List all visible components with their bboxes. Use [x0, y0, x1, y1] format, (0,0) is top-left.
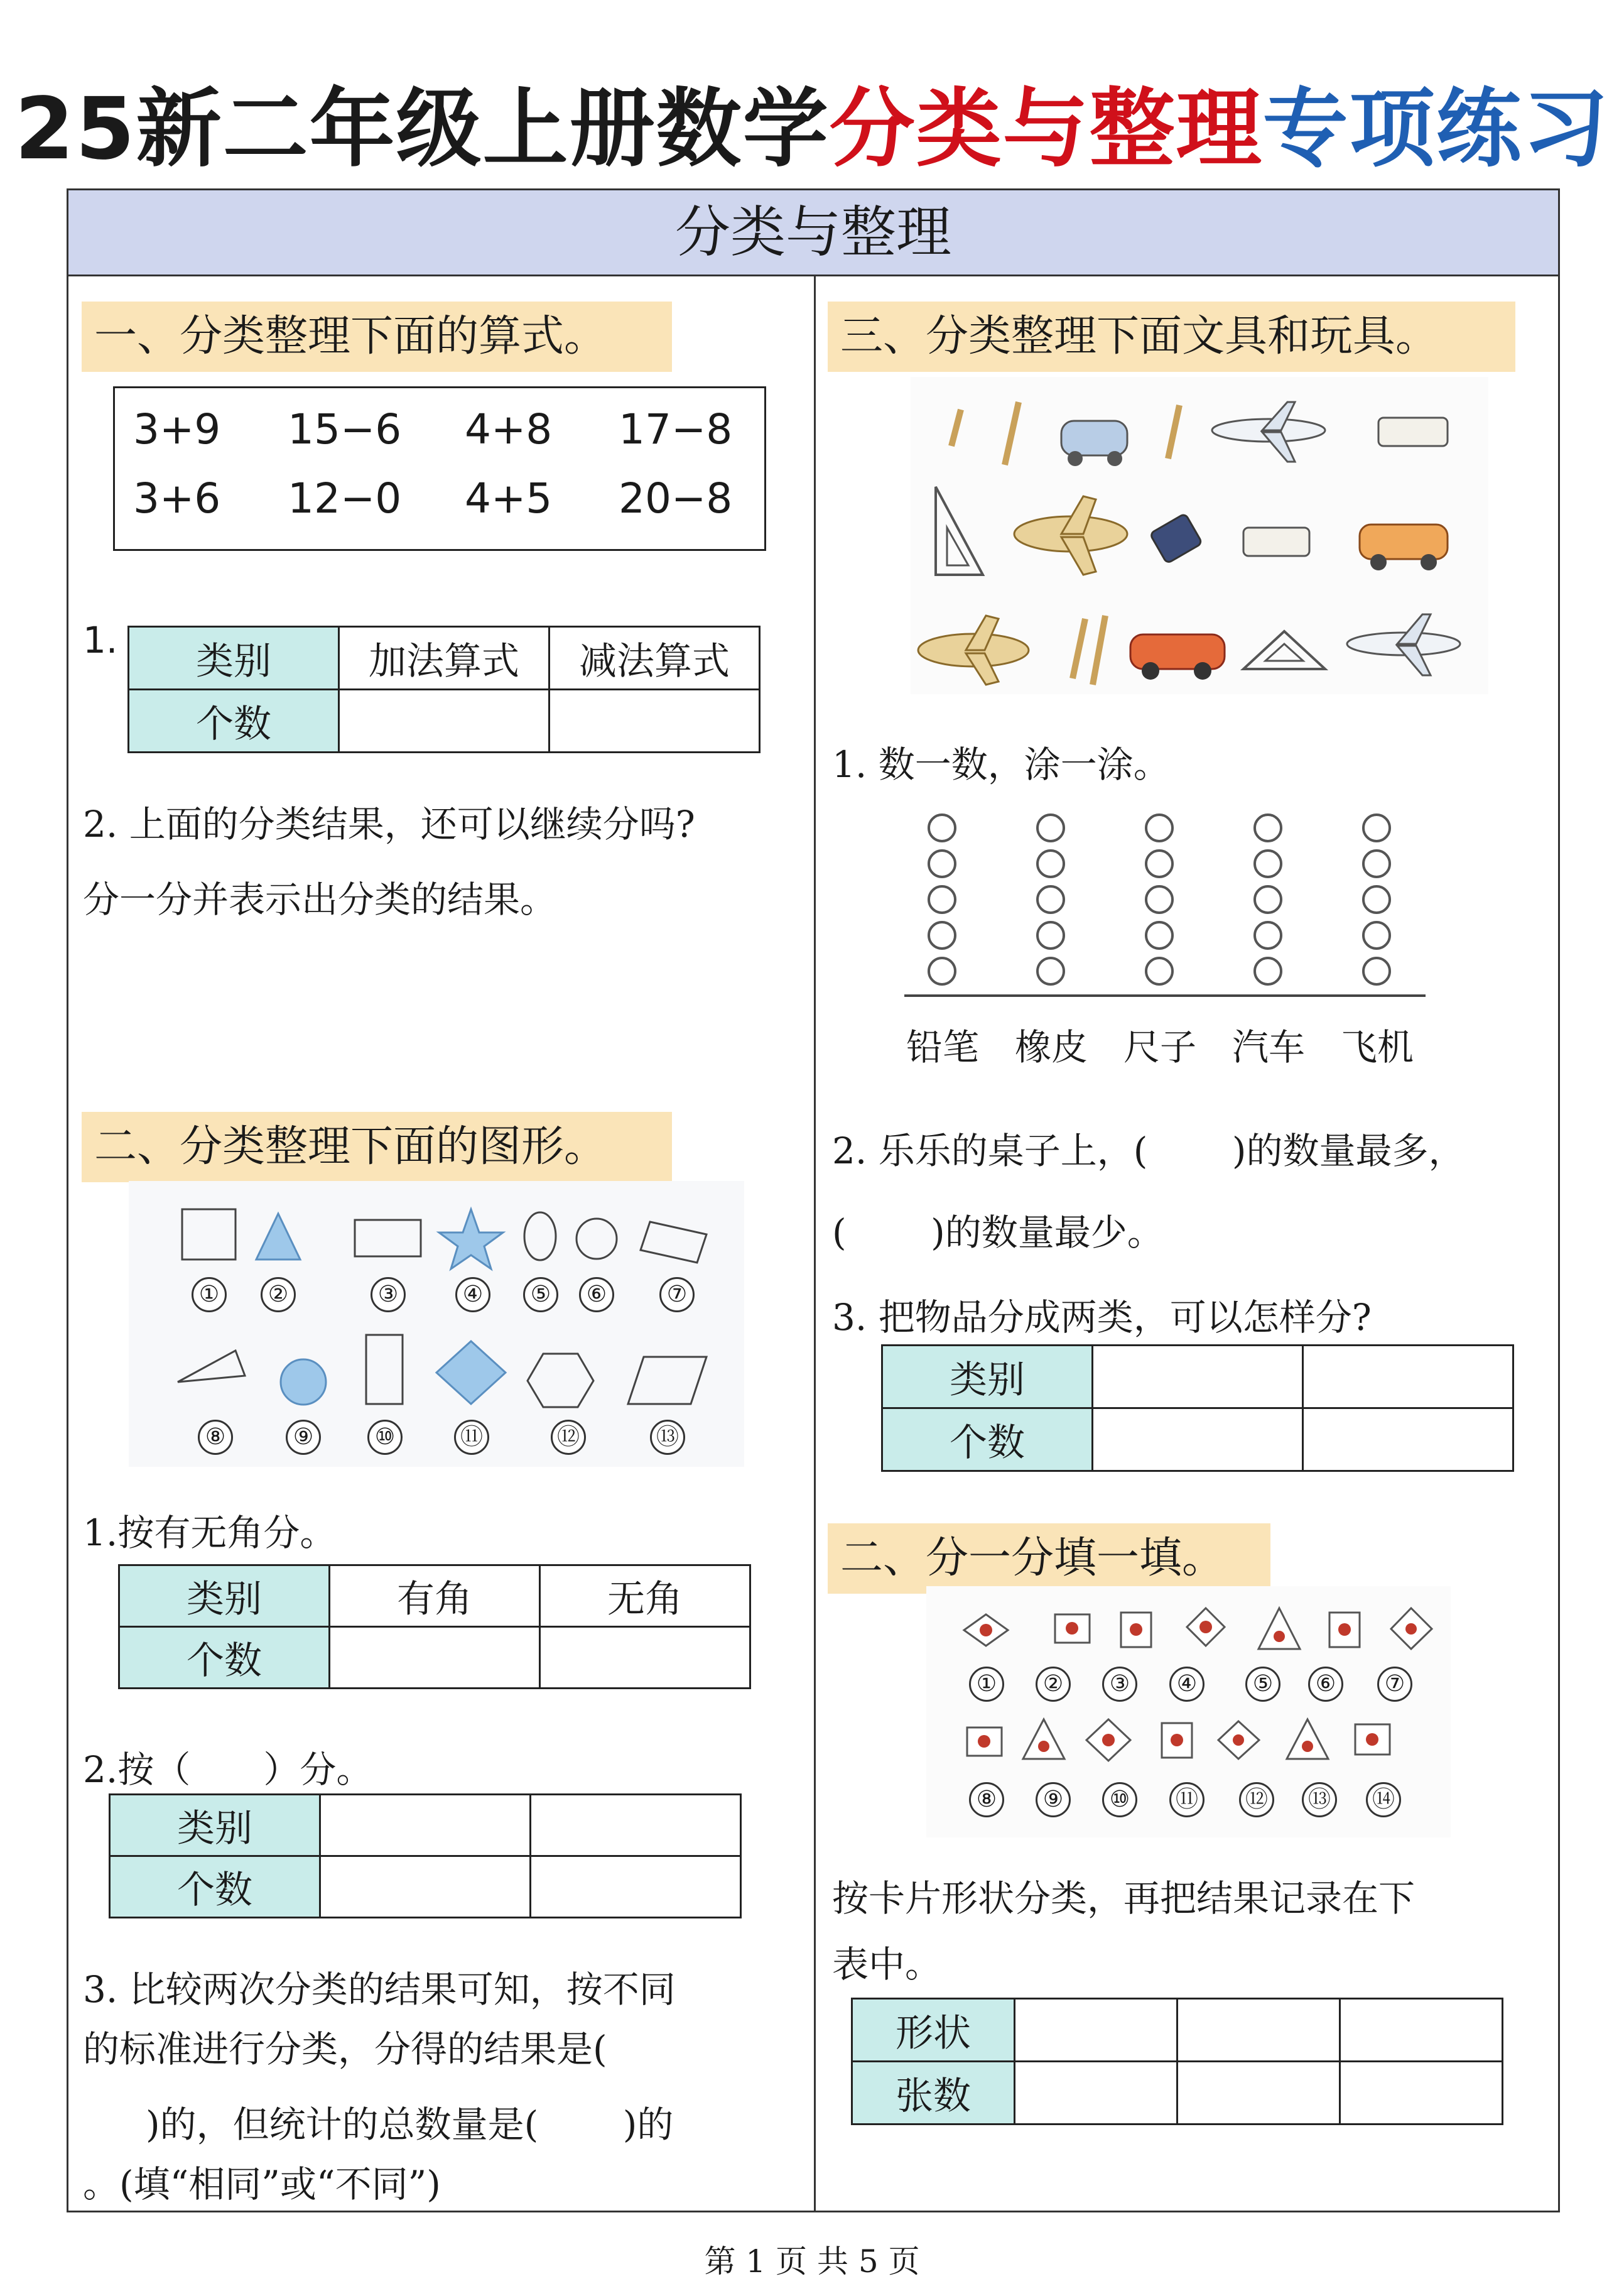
answer-cell[interactable] [531, 1795, 741, 1856]
count-circle[interactable] [928, 921, 956, 950]
table-row-label: 个数 [129, 690, 339, 753]
answer-cell[interactable] [1015, 1999, 1177, 2062]
section-3-heading: 三、分类整理下面文具和玩具。 [828, 302, 1515, 372]
set-square-icon [1243, 631, 1325, 669]
expression: 3+6 [133, 474, 221, 523]
answer-cell[interactable] [1177, 2062, 1340, 2125]
answer-cell[interactable] [549, 690, 760, 753]
pencil-icon [1168, 405, 1179, 459]
shape-number: ⑬ [650, 1420, 685, 1455]
card-number: ⑧ [969, 1782, 1004, 1817]
axis-label: 铅笔 [906, 1026, 980, 1069]
card-number: ⑥ [1308, 1667, 1343, 1702]
section-2-question-3-line3: )的，但统计的总数量是( )的 [146, 2103, 674, 2146]
column-divider [814, 276, 816, 2212]
count-circle[interactable] [1036, 885, 1065, 914]
toy-car-icon [1061, 421, 1127, 466]
section-4-instruction-line2: 表中。 [832, 1943, 942, 1986]
toy-car-icon [1130, 634, 1225, 680]
section-2-question-1: 1.按有无角分。 [83, 1511, 337, 1554]
pencil-icon [951, 410, 961, 446]
question-2-line1: 2. 上面的分类结果，还可以继续分吗? [83, 803, 695, 846]
count-circle[interactable] [928, 885, 956, 914]
shape-number: ⑪ [454, 1420, 489, 1455]
table-header: 类别 [882, 1346, 1093, 1408]
title-part1: 25新二年级上册数学 [14, 80, 830, 179]
section-3-question-2-line1: 2. 乐乐的桌子上，( )的数量最多， [832, 1129, 1465, 1172]
expression: 17−8 [619, 405, 733, 454]
set-square-icon [936, 487, 983, 575]
ellipse-shape [524, 1212, 556, 1260]
section-4-heading: 二、分一分填一填。 [828, 1523, 1270, 1594]
section-1-heading: 一、分类整理下面的算式。 [82, 302, 672, 372]
card-shape [1287, 1719, 1328, 1759]
airplane-icon [1347, 614, 1460, 675]
count-circle[interactable] [1145, 813, 1174, 842]
items-figure [911, 377, 1488, 694]
counting-grid [879, 795, 1426, 1002]
count-circle[interactable] [1145, 885, 1174, 914]
corner-table [118, 1564, 751, 1689]
answer-cell[interactable] [1093, 1346, 1303, 1408]
filled-circle-shape [281, 1359, 326, 1405]
count-circle[interactable] [1036, 813, 1065, 842]
expression: 15−6 [288, 405, 402, 454]
answer-cell[interactable] [540, 1627, 750, 1689]
table-header: 类别 [110, 1795, 320, 1856]
toy-car-icon [1360, 525, 1448, 570]
card-number: ⑫ [1239, 1782, 1274, 1817]
count-circle[interactable] [1036, 921, 1065, 950]
count-circle[interactable] [1036, 849, 1065, 878]
expression: 4+8 [465, 405, 553, 454]
answer-cell[interactable] [330, 1627, 540, 1689]
count-circle[interactable] [1253, 813, 1282, 842]
count-circle[interactable] [928, 849, 956, 878]
count-circle[interactable] [1362, 885, 1391, 914]
triangle-shape [256, 1214, 300, 1260]
airplane-icon [1212, 402, 1325, 462]
section-2-heading: 二、分类整理下面的图形。 [82, 1112, 672, 1182]
star-shape [439, 1209, 503, 1269]
shape-number: ① [192, 1277, 227, 1312]
shape-number: ⑨ [286, 1420, 321, 1455]
table-header: 无角 [540, 1565, 750, 1627]
count-circle[interactable] [1362, 813, 1391, 842]
card-number: ① [969, 1667, 1004, 1702]
card-number: ⑩ [1102, 1782, 1137, 1817]
axis-label: 飞机 [1341, 1026, 1414, 1069]
answer-cell[interactable] [320, 1856, 531, 1918]
card-number: ④ [1169, 1667, 1204, 1702]
question-1-label: 1. [83, 619, 118, 661]
count-circle[interactable] [1145, 957, 1174, 986]
items-drawing [911, 377, 1488, 694]
answer-cell[interactable] [1340, 2062, 1503, 2125]
question-2-line2: 分一分并表示出分类的结果。 [83, 878, 557, 921]
shape-number: ③ [371, 1277, 406, 1312]
toy-airplane-icon [918, 616, 1029, 685]
scalene-triangle-shape [178, 1351, 245, 1382]
toy-airplane-icon [1014, 496, 1127, 575]
circle-shape [577, 1219, 617, 1259]
count-circle[interactable] [1253, 921, 1282, 950]
answer-cell[interactable] [1015, 2062, 1177, 2125]
answer-cell[interactable] [1303, 1408, 1513, 1471]
table-row-label: 个数 [119, 1627, 330, 1689]
baseline [904, 994, 1426, 997]
cards-figure [926, 1586, 1451, 1837]
card-number: ⑦ [1377, 1667, 1412, 1702]
count-circle[interactable] [1036, 957, 1065, 986]
shape-number: ⑧ [198, 1420, 233, 1455]
card-shape [1259, 1608, 1300, 1649]
section-3-question-1: 1. 数一数，涂一涂。 [832, 743, 1170, 786]
table-row-label: 个数 [110, 1856, 320, 1918]
section-3-question-3: 3. 把物品分成两类，可以怎样分? [832, 1296, 1372, 1339]
count-circle[interactable] [1362, 957, 1391, 986]
answer-cell[interactable] [531, 1856, 741, 1918]
shape-count-table [851, 1998, 1503, 2125]
parallelogram-shape [628, 1357, 706, 1404]
card-number: ⑬ [1302, 1782, 1337, 1817]
answer-cell[interactable] [339, 690, 549, 753]
shape-number: ⑫ [551, 1420, 586, 1455]
card-number: ⑤ [1245, 1667, 1280, 1702]
table-row-label: 张数 [852, 2062, 1015, 2125]
title-part3: 专项练习 [1262, 80, 1610, 179]
card-number: ⑭ [1366, 1782, 1401, 1817]
table-header: 类别 [119, 1565, 330, 1627]
section-2-question-3-line2: 的标准进行分类，分得的结果是( [83, 2028, 607, 2070]
card-number: ② [1036, 1667, 1071, 1702]
card-number: ⑪ [1169, 1782, 1204, 1817]
expression: 20−8 [619, 474, 733, 523]
answer-cell[interactable] [1093, 1408, 1303, 1471]
page-title [0, 60, 1624, 183]
section-2-question-2: 2.按（ ）分。 [83, 1748, 373, 1791]
title-part2: 分类与整理 [829, 80, 1263, 179]
section-3-question-2-line2: ( )的数量最少。 [832, 1211, 1164, 1254]
shapes-figure [129, 1181, 744, 1467]
table-row-label: 个数 [882, 1408, 1093, 1471]
custom-category-table [109, 1793, 742, 1918]
shape-number: ⑩ [367, 1420, 403, 1455]
section-band: 分类与整理 [67, 188, 1560, 276]
count-circle[interactable] [928, 957, 956, 986]
square-shape [182, 1209, 235, 1260]
pencil-icon [1073, 619, 1085, 678]
card-shape [1023, 1719, 1064, 1759]
table-header: 类别 [129, 627, 339, 690]
count-circle[interactable] [1362, 849, 1391, 878]
count-circle[interactable] [1145, 849, 1174, 878]
table-header: 形状 [852, 1999, 1015, 2062]
expression: 12−0 [288, 474, 402, 523]
section-2-question-3-line1: 3. 比较两次分类的结果可知，按不同 [83, 1968, 676, 2011]
rectangle-shape [355, 1220, 421, 1256]
axis-label: 汽车 [1232, 1026, 1306, 1069]
tilted-rectangle-shape [641, 1222, 706, 1263]
shape-number: ⑦ [659, 1277, 695, 1312]
table-header: 加法算式 [339, 627, 549, 690]
shape-number: ⑥ [579, 1277, 614, 1312]
two-category-table [881, 1344, 1514, 1472]
add-sub-table [127, 626, 761, 753]
answer-cell[interactable] [1340, 1999, 1503, 2062]
axis-label: 橡皮 [1015, 1026, 1088, 1069]
tall-rectangle-shape [366, 1335, 403, 1404]
card-number: ⑨ [1036, 1782, 1071, 1817]
hexagon-shape [528, 1354, 593, 1407]
page-footer: 第 1 页 共 5 页 [704, 2243, 920, 2280]
section-2-question-3-line4: 。(填“相同”或“不同”) [83, 2163, 441, 2206]
count-circle[interactable] [1253, 849, 1282, 878]
section-4-instruction-line1: 按卡片形状分类，再把结果记录在下 [832, 1877, 1416, 1920]
table-header: 有角 [330, 1565, 540, 1627]
count-circle[interactable] [1145, 921, 1174, 950]
eraser-icon [1378, 418, 1448, 446]
eraser-icon [1150, 513, 1203, 563]
shape-number: ⑤ [523, 1277, 558, 1312]
answer-cell[interactable] [1303, 1346, 1513, 1408]
shape-number: ② [261, 1277, 296, 1312]
count-circle[interactable] [1253, 885, 1282, 914]
count-circle[interactable] [1253, 957, 1282, 986]
expression: 3+9 [133, 405, 221, 454]
shape-number: ④ [455, 1277, 490, 1312]
diamond-shape [436, 1341, 506, 1404]
count-circle[interactable] [928, 813, 956, 842]
eraser-icon [1243, 528, 1309, 556]
axis-label: 尺子 [1123, 1026, 1197, 1069]
pencil-icon [1093, 616, 1105, 685]
count-circle[interactable] [1362, 921, 1391, 950]
expression: 4+5 [465, 474, 553, 523]
card-number: ③ [1102, 1667, 1137, 1702]
pencil-icon [1005, 402, 1019, 465]
table-header: 减法算式 [549, 627, 760, 690]
answer-cell[interactable] [1177, 1999, 1340, 2062]
answer-cell[interactable] [320, 1795, 531, 1856]
